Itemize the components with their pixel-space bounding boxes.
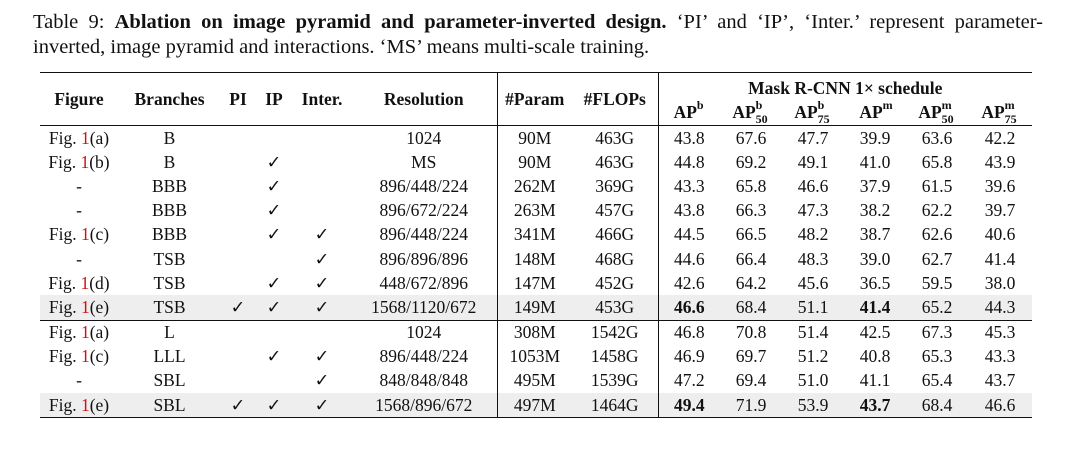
- cell-ip: ✓: [266, 200, 282, 221]
- cell-inter: [293, 174, 351, 198]
- cell-ap-0: 44.6: [673, 248, 705, 269]
- cell-pi: ✓: [221, 295, 255, 320]
- cell-ap-4: 65.3: [921, 346, 953, 367]
- cell-pi: [221, 320, 255, 345]
- cell-ap-0: 42.6: [673, 272, 705, 293]
- cell-figure: Fig. 1(e): [40, 393, 118, 418]
- cell-ap-2: 47.7: [782, 126, 844, 151]
- cell-resolution: 1568/1120/672: [351, 295, 497, 320]
- cell-ap-1: 69.2: [735, 151, 767, 172]
- cell-param: 90M: [497, 126, 572, 151]
- table-row: [40, 345, 1032, 369]
- cell-figure: Fig. 1(e): [40, 295, 118, 320]
- cell-branches: B: [163, 151, 176, 172]
- cell-ip: ✓: [266, 272, 282, 293]
- cell-figure: -: [76, 200, 82, 221]
- cell-figure: Fig. 1(b): [48, 151, 110, 172]
- cell-figure: Fig. 1(d): [48, 272, 110, 293]
- figure-ref-link[interactable]: 1: [80, 322, 90, 343]
- cell-ap-1: 71.9: [720, 393, 782, 418]
- cell-pi: [221, 345, 255, 369]
- cell-ip: ✓: [266, 175, 282, 196]
- cell-branches: LLL: [153, 346, 186, 367]
- cell-flops: 466G: [572, 223, 658, 247]
- table-caption: [33, 10, 1043, 60]
- cell-flops: 1542G: [572, 320, 658, 345]
- header-pi: PI: [221, 73, 255, 126]
- table-row: [40, 223, 1032, 247]
- cell-ap-1: 66.3: [735, 200, 767, 221]
- cell-ap-2: 51.0: [797, 370, 829, 391]
- cell-inter: [293, 126, 351, 151]
- cell-ap-0: 46.8: [658, 320, 720, 345]
- cell-param: 262M: [513, 175, 556, 196]
- cell-ap-1: 70.8: [720, 320, 782, 345]
- header-flops: #FLOPs: [572, 73, 658, 126]
- cell-ap-0: 43.3: [673, 175, 705, 196]
- cell-ap-1: 66.4: [735, 248, 767, 269]
- cell-ap-3: 39.0: [859, 248, 891, 269]
- cell-resolution: 848/848/848: [351, 369, 497, 393]
- cell-ap-4: 63.6: [906, 126, 968, 151]
- cell-inter: ✓: [293, 393, 351, 418]
- table-row: [40, 393, 1032, 418]
- cell-ap-4: 61.5: [921, 175, 953, 196]
- figure-ref-link[interactable]: 1: [80, 394, 90, 415]
- cell-ap-1: 67.6: [720, 126, 782, 151]
- cell-branches: SBL: [118, 393, 221, 418]
- header-inter: Inter.: [293, 73, 351, 126]
- table-row: [40, 369, 1032, 393]
- header-branches: Branches: [118, 73, 221, 126]
- cell-param: 147M: [513, 272, 556, 293]
- cell-ap-0: 43.8: [658, 126, 720, 151]
- cell-resolution: 896/448/224: [351, 174, 497, 198]
- cell-ap-4: 65.2: [906, 295, 968, 320]
- cell-inter: ✓: [314, 224, 330, 245]
- cell-branches: B: [118, 126, 221, 151]
- cell-ap-5: 40.6: [984, 224, 1016, 245]
- table-row: [40, 199, 1032, 223]
- cell-resolution: MS: [351, 150, 497, 174]
- cell-ap-0: 46.9: [673, 346, 705, 367]
- cell-inter: [293, 150, 351, 174]
- cell-branches: BBB: [151, 200, 188, 221]
- table-row: [40, 150, 1032, 174]
- cell-ap-3: 36.5: [859, 272, 891, 293]
- cell-ap-2: 49.1: [797, 151, 829, 172]
- cell-ap-4: 62.6: [921, 224, 953, 245]
- cell-resolution: 1568/896/672: [351, 393, 497, 418]
- cell-resolution: 1024: [351, 126, 497, 151]
- cell-resolution: 896/448/224: [351, 345, 497, 369]
- cell-ap-0: 47.2: [673, 370, 705, 391]
- cell-pi: [221, 247, 255, 271]
- cell-branches: BBB: [151, 224, 188, 245]
- header-ap-2: AP b 75: [794, 97, 830, 126]
- cell-figure: Fig. 1(a): [40, 320, 118, 345]
- cell-flops: 457G: [572, 199, 658, 223]
- cell-flops: 453G: [572, 295, 658, 320]
- cell-ap-3: 41.4: [844, 295, 906, 320]
- cell-ap-5: 42.2: [968, 126, 1032, 151]
- cell-figure: Fig. 1(c): [48, 224, 110, 245]
- cell-ap-3: 39.9: [844, 126, 906, 151]
- cell-ap-4: 65.4: [921, 370, 953, 391]
- cell-ap-4: 62.2: [921, 200, 953, 221]
- cell-ap-2: 46.6: [797, 175, 829, 196]
- cell-inter: ✓: [314, 272, 330, 293]
- cell-flops: 463G: [572, 150, 658, 174]
- header-ap-4: AP m 50: [918, 97, 954, 126]
- header-resolution: Resolution: [351, 73, 497, 126]
- cell-param: 1053M: [509, 346, 561, 367]
- cell-param: 341M: [513, 224, 556, 245]
- table-row: [40, 271, 1032, 295]
- cell-ap-3: 40.8: [859, 346, 891, 367]
- cell-figure: -: [76, 370, 82, 391]
- cell-branches: SBL: [153, 370, 186, 391]
- figure-ref-link[interactable]: 1: [80, 127, 90, 148]
- figure-ref-link[interactable]: 1: [80, 296, 90, 317]
- cell-ip: [255, 126, 293, 151]
- cell-pi: ✓: [221, 393, 255, 418]
- cell-ap-2: 48.2: [797, 224, 829, 245]
- cell-ap-0: 44.8: [673, 151, 705, 172]
- cell-ip: ✓: [266, 151, 282, 172]
- cell-inter: ✓: [293, 295, 351, 320]
- cell-pi: [221, 126, 255, 151]
- cell-inter: ✓: [314, 248, 330, 269]
- cell-param: 90M: [518, 151, 552, 172]
- header-ap-3: AP m: [859, 97, 893, 122]
- cell-resolution: 448/672/896: [351, 271, 497, 295]
- caption-text: ‘PI’ and ‘IP’, ‘Inter.’ represent parameter-inverted, image pyramid and interactions. ‘MS’ means multi-scale training.: [33, 11, 1044, 58]
- cell-ap-0: 46.6: [658, 295, 720, 320]
- cell-inter: [293, 320, 351, 345]
- table-row: [40, 247, 1032, 271]
- cell-resolution: 896/448/224: [351, 223, 497, 247]
- cell-inter: [293, 199, 351, 223]
- figure-ref-link[interactable]: 1: [80, 272, 90, 293]
- cell-ap-0: 49.4: [658, 393, 720, 418]
- cell-ip: ✓: [255, 295, 293, 320]
- cell-ap-4: 68.4: [906, 393, 968, 418]
- cell-param: 149M: [497, 295, 572, 320]
- cell-ap-5: 44.3: [968, 295, 1032, 320]
- cell-ap-1: 64.2: [735, 272, 767, 293]
- cell-ap-3: 42.5: [844, 320, 906, 345]
- cell-ip: [255, 369, 293, 393]
- cell-ap-2: 53.9: [782, 393, 844, 418]
- figure-ref-link[interactable]: 1: [80, 151, 90, 172]
- cell-ap-2: 51.2: [797, 346, 829, 367]
- header-param: #Param: [497, 73, 572, 126]
- cell-pi: [221, 174, 255, 198]
- cell-resolution: 896/672/224: [351, 199, 497, 223]
- caption-title: Ablation on image pyramid and parameter-inverted design.: [114, 11, 667, 33]
- cell-ap-3: 41.0: [859, 151, 891, 172]
- cell-ap-0: 43.8: [673, 200, 705, 221]
- header-figure: Figure: [40, 73, 118, 126]
- cell-ap-1: 66.5: [735, 224, 767, 245]
- cell-ap-5: 46.6: [968, 393, 1032, 418]
- cell-figure: Fig. 1(c): [48, 346, 110, 367]
- cell-ap-5: 43.7: [984, 370, 1016, 391]
- header-ap-5: AP m 75: [981, 97, 1017, 126]
- cell-ip: [255, 320, 293, 345]
- header-ap-0: AP b: [673, 97, 704, 122]
- cell-flops: 452G: [572, 271, 658, 295]
- cell-branches: L: [118, 320, 221, 345]
- cell-ap-2: 48.3: [797, 248, 829, 269]
- cell-ap-5: 39.7: [984, 200, 1016, 221]
- cell-ap-1: 69.7: [735, 346, 767, 367]
- cell-param: 263M: [513, 200, 556, 221]
- cell-ap-2: 51.1: [782, 295, 844, 320]
- caption-label: Table 9:: [33, 11, 105, 33]
- cell-pi: [221, 199, 255, 223]
- header-ap-1: AP b 50: [732, 97, 768, 126]
- cell-param: 148M: [513, 248, 556, 269]
- cell-ap-3: 37.9: [859, 175, 891, 196]
- cell-ip: [255, 247, 293, 271]
- cell-pi: [221, 150, 255, 174]
- table-row: [40, 295, 1032, 320]
- cell-param: 308M: [497, 320, 572, 345]
- cell-resolution: 896/896/896: [351, 247, 497, 271]
- cell-flops: 463G: [572, 126, 658, 151]
- cell-resolution: 1024: [351, 320, 497, 345]
- cell-ap-5: 41.4: [984, 248, 1016, 269]
- cell-flops: 1458G: [572, 345, 658, 369]
- cell-ap-5: 45.3: [968, 320, 1032, 345]
- cell-pi: [221, 271, 255, 295]
- figure-ref-link[interactable]: 1: [80, 346, 90, 367]
- cell-param: 495M: [513, 370, 556, 391]
- cell-ap-3: 41.1: [859, 370, 891, 391]
- cell-ap-3: 43.7: [844, 393, 906, 418]
- cell-pi: [221, 369, 255, 393]
- cell-figure: Fig. 1(a): [40, 126, 118, 151]
- table-header: [40, 73, 1032, 126]
- cell-ip: ✓: [266, 224, 282, 245]
- cell-ap-2: 47.3: [797, 200, 829, 221]
- cell-figure: -: [76, 175, 82, 196]
- cell-figure: -: [76, 248, 82, 269]
- cell-ap-4: 67.3: [906, 320, 968, 345]
- cell-ap-5: 43.3: [984, 346, 1016, 367]
- cell-branches: TSB: [153, 272, 186, 293]
- table-row: [40, 126, 1032, 151]
- cell-ip: ✓: [255, 393, 293, 418]
- cell-branches: TSB: [118, 295, 221, 320]
- cell-ap-4: 59.5: [921, 272, 953, 293]
- figure-ref-link[interactable]: 1: [80, 224, 90, 245]
- cell-ap-4: 62.7: [921, 248, 953, 269]
- cell-ap-4: 65.8: [921, 151, 953, 172]
- cell-ap-3: 38.2: [859, 200, 891, 221]
- cell-flops: 468G: [572, 247, 658, 271]
- cell-ap-2: 51.4: [782, 320, 844, 345]
- cell-ap-5: 39.6: [984, 175, 1016, 196]
- cell-branches: TSB: [153, 248, 186, 269]
- table-row: [40, 320, 1032, 345]
- cell-flops: 1464G: [572, 393, 658, 418]
- header-ip: IP: [255, 73, 293, 126]
- cell-flops: 369G: [572, 174, 658, 198]
- cell-ap-5: 38.0: [984, 272, 1016, 293]
- cell-ap-1: 68.4: [720, 295, 782, 320]
- cell-flops: 1539G: [572, 369, 658, 393]
- results-table: [40, 72, 1032, 418]
- header-mask-rcnn-group: Mask R-CNN 1× schedule: [658, 73, 1032, 100]
- cell-ap-0: 44.5: [673, 224, 705, 245]
- cell-ap-5: 43.9: [984, 151, 1016, 172]
- cell-inter: ✓: [314, 346, 330, 367]
- cell-pi: [221, 223, 255, 247]
- cell-param: 497M: [497, 393, 572, 418]
- cell-branches: BBB: [151, 175, 188, 196]
- cell-inter: ✓: [314, 370, 330, 391]
- table-row: [40, 174, 1032, 198]
- table-body: [40, 126, 1032, 418]
- cell-ap-3: 38.7: [859, 224, 891, 245]
- cell-ap-1: 65.8: [735, 175, 767, 196]
- cell-ip: ✓: [266, 346, 282, 367]
- cell-ap-2: 45.6: [797, 272, 829, 293]
- cell-ap-1: 69.4: [735, 370, 767, 391]
